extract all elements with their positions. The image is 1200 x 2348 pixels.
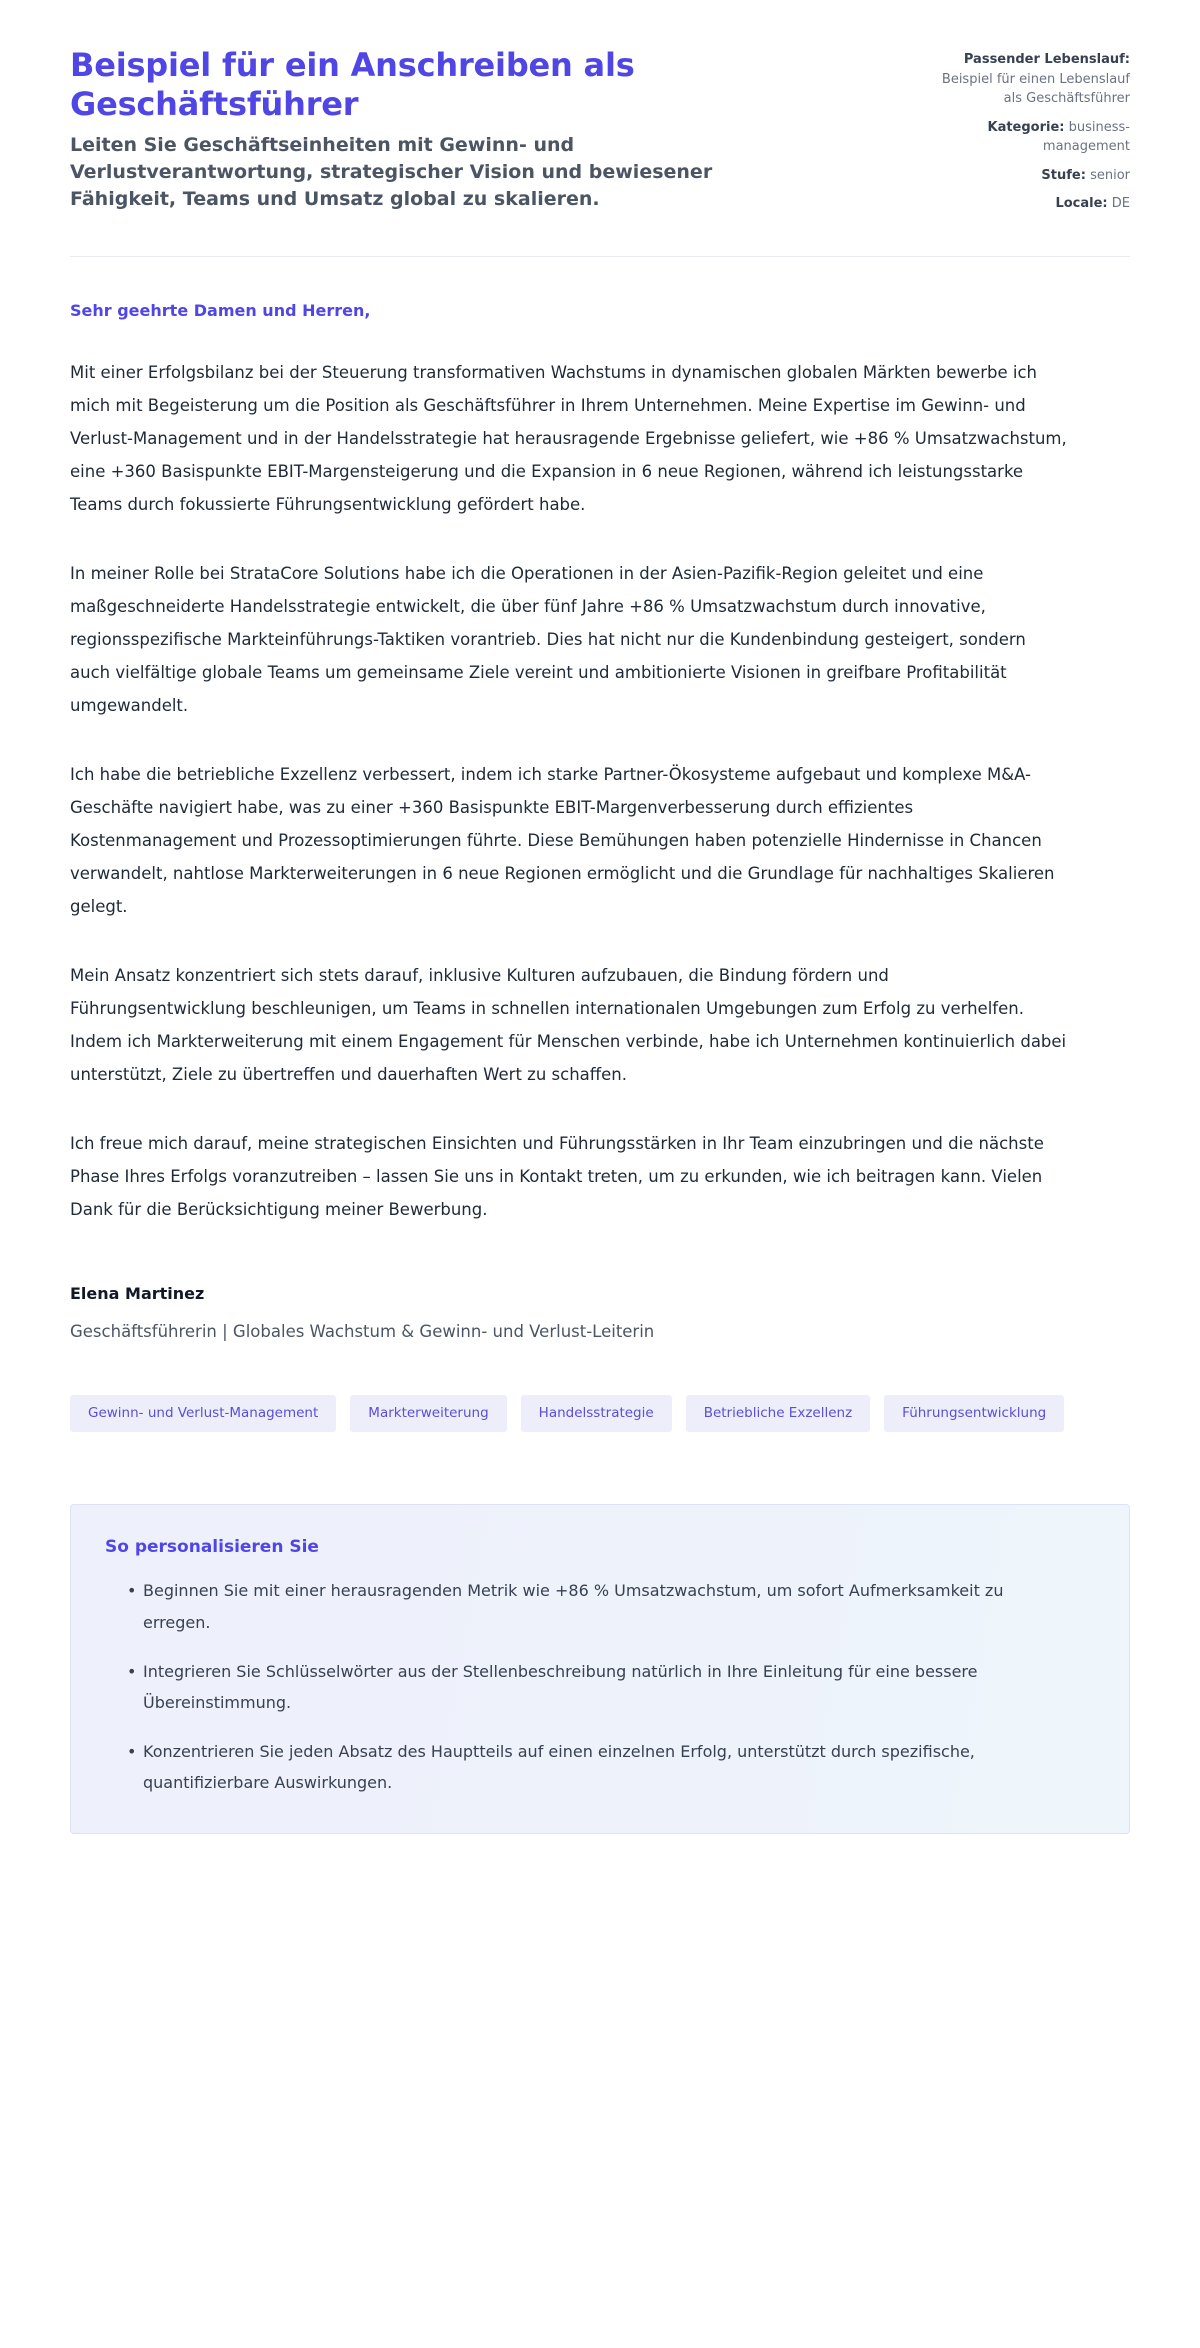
letter-paragraph: Ich habe die betriebliche Exzellenz verbessert, indem ich starke Partner-Ökosysteme aufgebaut und komplexe M&A-Geschäfte navigiert habe, was zu einer +360 Basispunkte EBIT-Margenverbesserung durch effizientes Kostenmanagement und Prozessoptimierungen führte. Diese Bemühungen haben potenzielle Hindernisse in Chancen verwandelt, nahtlose Markterweiterungen in 6 neue Regionen ermöglicht und die Grundlage für nachhaltiges Skalieren gelegt. bbox=[70, 764, 1055, 916]
personalization-callout bbox=[70, 1504, 1130, 1833]
callout-tip-item: • Konzentrieren Sie jeden Absatz des Hauptteils auf einen einzelnen Erfolg, unterstützt durch spezifische, quantifizierbare Auswirkungen. bbox=[127, 1736, 1043, 1798]
signature-role: Geschäftsführerin | Globales Wachstum & Gewinn- und Verlust-Leiterin bbox=[70, 1321, 655, 1341]
meta-value-locale: DE bbox=[1111, 196, 1130, 211]
letter-salutation: Sehr geehrte Damen und Herren, bbox=[70, 300, 371, 320]
meta-row-category bbox=[920, 118, 1130, 157]
signature-name: Elena Martinez bbox=[70, 1283, 205, 1303]
meta-value-matching-resume: Beispiel für einen Lebenslauf als Geschäftsführer bbox=[941, 71, 1130, 106]
skill-tag[interactable]: Handelsstrategie bbox=[521, 1395, 672, 1433]
meta-row-locale bbox=[920, 194, 1130, 214]
meta-label-category: Kategorie: bbox=[987, 119, 1065, 135]
meta-label-matching-resume: Passender Lebenslauf: bbox=[963, 52, 1130, 67]
letter-paragraph: Mein Ansatz konzentriert sich stets darauf, inklusive Kulturen aufzubauen, die Bindung fördern und Führungsentwicklung beschleunigen, um Teams in schnellen internationalen Umgebungen zum Erfolg zu verhelfen. Indem ich Markterweiterung mit einem Engagement für Menschen verbinde, habe ich Unternehmen kontinuierlich dabei unterstützt, Ziele zu übertreffen und dauerhaften Wert zu schaffen. bbox=[70, 965, 1067, 1084]
callout-tip-list bbox=[105, 1575, 1095, 1798]
page-subtitle: Leiten Sie Geschäftseinheiten mit Gewinn- und Verlustverantwortung, strategischer Vision und bewiesener Fähigkeit, Teams und Umsatz global zu skalieren. bbox=[70, 134, 713, 210]
signature-block bbox=[70, 1262, 1130, 1345]
meta-value-level: senior bbox=[1090, 167, 1130, 183]
header-title-block bbox=[70, 46, 790, 213]
skill-tag-list bbox=[70, 1395, 1070, 1433]
callout-title: So personalisieren Sie bbox=[105, 1537, 319, 1558]
meta-value-category: business-management bbox=[1042, 119, 1130, 154]
skill-tag[interactable]: Gewinn- und Verlust-Management bbox=[70, 1395, 336, 1433]
meta-label-locale: Locale: bbox=[1055, 196, 1108, 211]
skill-tag[interactable]: Markterweiterung bbox=[350, 1395, 506, 1433]
letter-paragraph: In meiner Rolle bei StrataCore Solutions habe ich die Operationen in der Asien-Pazifik-Region geleitet und eine maßgeschneiderte Handelsstrategie entwickelt, die über fünf Jahre +86 % Umsatzwachstum durch innovative, regionsspezifische Markteinführungs-Taktiken vorantrieb. Dies hat nicht nur die Kundenbindung gesteigert, sondern auch vielfältige globale Teams um gemeinsame Ziele vereint und ambitionierte Visionen in greifbare Profitabilität umgewandelt. bbox=[70, 563, 1026, 715]
letter-paragraph: Mit einer Erfolgsbilanz bei der Steuerung transformativen Wachstums in dynamischen globalen Märkten bewerbe ich mich mit Begeisterung um die Position als Geschäftsführer in Ihrem Unternehmen. Meine Expertise im Gewinn- und Verlust-Management und in der Handelsstrategie hat herausragende Ergebnisse geliefert, wie +86 % Umsatzwachstum, eine +360 Basispunkte EBIT-Margensteigerung und die Expansion in 6 neue Regionen, während ich leistungsstarke Teams durch fokussierte Führungsentwicklung gefördert habe. bbox=[70, 362, 1067, 514]
document-header bbox=[70, 40, 1130, 214]
callout-tip-item: • Beginnen Sie mit einer herausragenden Metrik wie +86 % Umsatzwachstum, um sofort Aufmerksamkeit zu erregen. bbox=[127, 1575, 1043, 1637]
page-title: Beispiel für ein Anschreiben als Geschäftsführer bbox=[70, 46, 635, 124]
skill-tag[interactable]: Betriebliche Exzellenz bbox=[686, 1395, 870, 1433]
callout-tip-item: • Integrieren Sie Schlüsselwörter aus der Stellenbeschreibung natürlich in Ihre Einleitung für eine bessere Übereinstimmung. bbox=[127, 1656, 1043, 1718]
document-metadata bbox=[920, 46, 1130, 214]
letter-body bbox=[70, 257, 1130, 1226]
meta-label-level: Stufe: bbox=[1041, 167, 1086, 183]
skill-tag[interactable]: Führungsentwicklung bbox=[884, 1395, 1064, 1433]
letter-paragraph: Ich freue mich darauf, meine strategischen Einsichten und Führungsstärken in Ihr Team einzubringen und die nächste Phase Ihres Erfolgs voranzutreiben – lassen Sie uns in Kontakt treten, um zu erkunden, wie ich beitragen kann. Vielen Dank für die Berücksichtigung meiner Bewerbung. bbox=[70, 1133, 1044, 1219]
meta-row-level bbox=[920, 166, 1130, 186]
meta-row-matching-resume bbox=[920, 50, 1130, 109]
